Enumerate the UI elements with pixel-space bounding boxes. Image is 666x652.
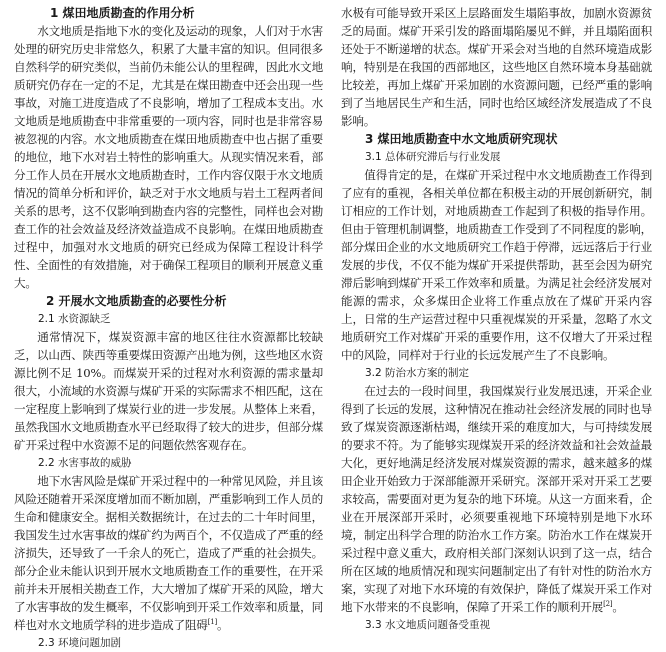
section-1-paragraph: 水文地质是指地下水的变化及运动的现象，人们对于水害处理的研究历史非常悠久，积累了大量丰富的知识。但同很多自然科学的研究类似，当前仍未能公认的里程碑，因此水文地质研究仍存在一定的不足，尤其是在煤田勘查中还会出现一些事故，对施工进度造成了不良影响，增加了工程成本支出。水文地质是地质勘查中非常重要的一项内容，同时也是非常容易被忽视的内容。水文地质勘查在煤田地质勘查中也占据了重要的地位，地下水对岩土特性的影响重大。从现实情况来看，部分工作人员在开展水文地质勘查时，工作内容仅限于水文地质情况的简单分析和评价，缺乏对于水文地质与岩土工程两者间关系的思考，这不仅影响到勘查内容的完整性，同样也会对勘查工作的社会效益及经济效益造成不良影响。在煤田地质勘查过程中，加强对水文地质的研究已经成为保障工程设计科学性、全面性的有效措施，对于确保工程项目的顺利开展意义重大。 bbox=[14, 24, 323, 290]
subsection-3-2-heading: 3.2 防治水方案的制定 bbox=[365, 367, 470, 379]
subsection-3-1-heading: 3.1 总体研究滞后与行业发展 bbox=[365, 151, 501, 163]
section-2-heading: 2 开展水文地质勘查的必要性分析 bbox=[46, 294, 227, 308]
section-3-heading: 3 煤田地质勘查中水文地质研究现状 bbox=[365, 132, 558, 146]
subsection-3-2-paragraph bbox=[341, 382, 652, 616]
right-column bbox=[341, 4, 652, 634]
paragraph-text: 地下水害风险是煤矿开采过程中的一种常见风险，并且该风险还随着开采深度增加而不断加剧，严重影响到工作人员的生命和健康安全。据相关数据统计，在过去的二十年时间里，我国发生过水害事故的煤矿约为两百个，不仅造成了严重的经济损失，还导致了一千余人的死亡，造成了严重的社会损失。部分企业未能认识到开展水文地质勘查工作的重要性，在开采前并未开展相关勘查工作，大大增加了煤矿开采的风险，增大了水害事故的发生概率，不仅影响到开采工作效率和质量，同样也对水文地质学科的进步造成了阻碍 bbox=[14, 474, 323, 632]
paragraph-end: 。 bbox=[612, 600, 624, 614]
citation-ref-2: [2] bbox=[603, 600, 613, 609]
citation-ref-1: [1] bbox=[207, 618, 218, 627]
subsection-2-1-heading: 2.1 水资源缺乏 bbox=[38, 313, 111, 325]
subsection-2-2-paragraph bbox=[14, 472, 323, 634]
subsection-2-3-heading: 2.3 环境问题加剧 bbox=[38, 637, 122, 649]
paragraph-text: 在过去的一段时间里，我国煤炭行业发展迅速，开采企业得到了长远的发展，这种情况在推动社会经济发展的同时也导致了煤炭资源逐渐枯竭，继续开采的难度加大，与可持续发展的要求不符。为了能够实现煤炭开采的经济效益和社会效益最大化，更好地满足经济发展对煤炭资源的需求，越来越多的煤田企业开始致力于深部能源开采研究。深部开采对开采工艺要求较高，需要面对更为复杂的地下环境。从这一方面来看，企业在开展深部开采时，必须要重视地下环境特别是地下水环境，制定出科学合理的防治水工作方案。防治水工作在煤炭开采过程中意义重大，政府相关部门深刻认识到了这一点，结合所在区域的地质情况和现实问题制定出了有针对性的防治水方案，实现了对地下水环境的有效保护，降低了煤炭开采工作对地下水带来的不良影响，保障了开采工作的顺利开展 bbox=[341, 384, 652, 614]
left-column bbox=[14, 4, 323, 652]
subsection-2-1-paragraph: 通常情况下，煤炭资源丰富的地区往往水资源都比较缺乏，以山西、陕西等重要煤田资源产出地为例，这些地区水资源比例不足 10%。而煤炭开采的过程对水利资源的需求量却很大，小流域的水资源与煤矿开采的实际需求不相匹配，这在一定程度上影响到了煤炭行业的进一步发展。从整体上来看，虽然我国水文地质勘查水平已经取得了较大的进步，但部分煤矿开采过程中水资源不足的问题依然客观存在。 bbox=[14, 330, 323, 452]
paragraph-end: 。 bbox=[217, 618, 229, 632]
subsection-3-1-paragraph: 值得肯定的是，在煤矿开采过程中水文地质勘查工作得到了应有的重视，各相关单位都在积极主动的开展创新研究，制订相应的工作计划，对地质勘查工作起到了积极的指导作用。但由于管理机制调整，地质勘查工作受到了不同程度的影响，部分煤田企业的水文地质研究工作趋于停滞，远远落后于行业发展的步伐，不仅不能为煤矿开采提供帮助，甚至会因为研究滞后影响到煤矿开采工作效率和质量。为满足社会经济发展对能源的需求，众多煤田企业将工作重点放在了煤矿开采内容上，日常的生产运营过程中只重视煤炭的开采量，忽略了水文地质研究工作对煤矿开采的重要作用，这不仅增大了开采过程中的风险，同样对于行业的长远发展产生了不良影响。 bbox=[341, 168, 652, 362]
subsection-2-2-heading: 2.2 水害事故的威胁 bbox=[38, 457, 132, 469]
section-1-heading: 1 煤田地质勘查的作用分析 bbox=[50, 6, 195, 20]
subsection-3-3-heading: 3.3 水文地质问题备受重视 bbox=[365, 619, 491, 631]
subsection-2-3-paragraph-continued: 水极有可能导致开采区上层路面发生塌陷事故，加剧水资源贫乏的局面。煤矿开采引发的路面塌陷屡见不鲜，并且塌陷面积还处于不断递增的状态。煤矿开采会对当地的自然环境造成影响，特别是在我国的西部地区，这些地区自然环境本身基础就比较差，再加上煤矿开采加剧的水资源问题，已经严重的影响到了当地居民生产和生活，同时也给区域经济发展造成了不良影响。 bbox=[341, 6, 652, 128]
